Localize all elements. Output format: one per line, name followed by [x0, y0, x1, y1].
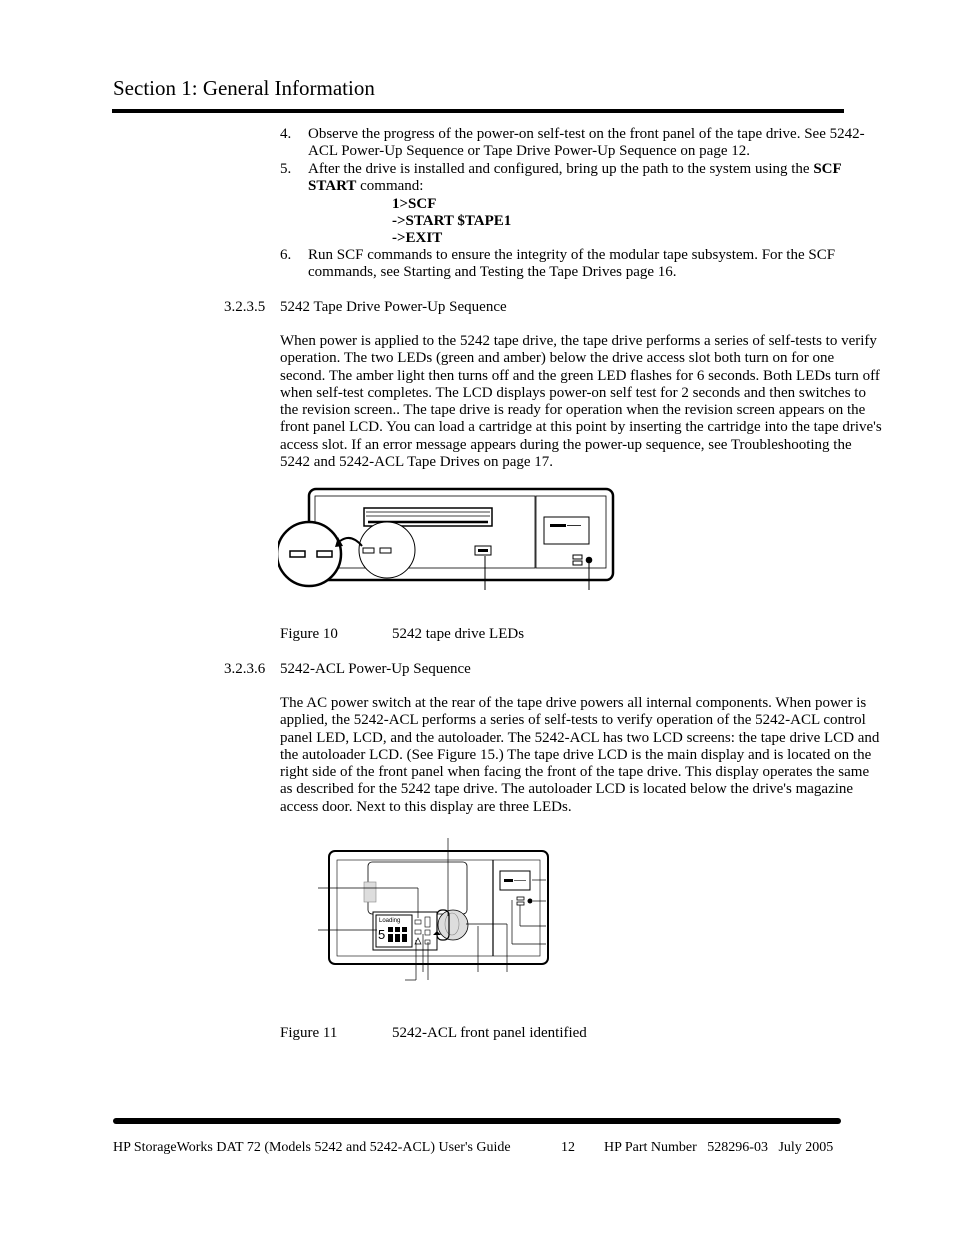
step-number: 6. [280, 247, 292, 263]
command-line: ->START $TAPE1 [392, 213, 512, 229]
step-text: Observe the progress of the power-on self-test on the front panel of the tape drive. See 5242-ACL Power-Up Sequence or Tape Drive Power-Up Sequence on page 12. [308, 126, 865, 160]
step-number: 4. [280, 126, 292, 142]
lcd-display [544, 517, 589, 544]
subsection-number: 3.2.3.6 [224, 661, 266, 677]
command-line: 1>SCF [392, 196, 437, 212]
step-text [308, 161, 868, 196]
figure-caption: 5242 tape drive LEDs [392, 626, 525, 642]
figure-caption: 5242-ACL front panel identified [392, 1025, 587, 1041]
figure-label: Figure 10 [280, 626, 338, 642]
amber-led [317, 551, 332, 557]
section-title: Section 1: General Information [113, 76, 375, 100]
power-button-icon [586, 557, 593, 564]
footer-guide-title: HP StorageWorks DAT 72 (Models 5242 and 5242-ACL) User's Guide [113, 1140, 511, 1155]
autoloader-lcd-digit: 5 [378, 927, 386, 942]
figure-label: Figure 11 [280, 1025, 338, 1041]
autoloader-lcd-text: Loading [379, 918, 401, 924]
footer-part-number: HP Part Number 528296-03 July 2005 [604, 1140, 834, 1155]
step-bold-command: SCF START [308, 161, 842, 195]
subsection-title: 5242 Tape Drive Power-Up Sequence [280, 299, 507, 315]
acl-front-panel-diagram [310, 838, 560, 984]
subsection-number: 3.2.3.5 [224, 299, 266, 315]
command-line: ->EXIT [392, 230, 443, 246]
tape-drive-led-diagram [278, 486, 618, 592]
acl-bezel [329, 851, 548, 964]
step-text: Run SCF commands to ensure the integrity of the modular tape subsystem. For the SCF commands, see Starting and Testing the Tape Drives page 16. [308, 247, 836, 281]
power-button-icon [528, 899, 533, 904]
bottom-rule [113, 1118, 841, 1124]
paragraph: The AC power switch at the rear of the tape drive powers all internal components. When power is applied, the 5242-ACL performs a series of self-tests to verify operation of the 5242-ACL control panel LED, LCD, and the autoloader. The 5242-ACL has two LCD screens: the tape drive LCD and the autoloader LCD. (See Figure 15.) The tape drive LCD is the main display and is located on the right side of the front panel when facing the front of the tape drive. This display operates the same as described for the 5242 tape drive. The autoloader LCD is located below the drive's magazine access door. Next to this display are three LEDs. [280, 695, 880, 815]
door-latch [364, 882, 376, 902]
step-text-part: command: [356, 178, 424, 195]
step-number: 5. [280, 161, 292, 177]
footer-page-number: 12 [561, 1140, 575, 1155]
magazine-eject-button [438, 910, 468, 940]
step-text-part: After the drive is installed and configured, bring up the path to the system using the [308, 161, 814, 177]
subsection-title: 5242-ACL Power-Up Sequence [280, 661, 471, 677]
green-led [290, 551, 305, 557]
top-rule [112, 109, 844, 113]
paragraph: When power is applied to the 5242 tape drive, the tape drive performs a series of self-tests to verify operation. The two LEDs (green and amber) below the drive access slot both turn on for one second. The amber light then turns off and the green LED flashes for 6 seconds. Both LEDs turn off when self-test completes. The LCD displays power-on self test for 2 seconds and then switches to the revision screen.. The tape drive is ready for operation when the revision screen appears on the front panel LCD. You can load a cartridge at this point by inserting the cartridge into the tape drive's access slot. If an error message appears during the power-up sequence, see Troubleshooting the 5242 and 5242-ACL Tape Drives on page 17. [280, 333, 882, 471]
